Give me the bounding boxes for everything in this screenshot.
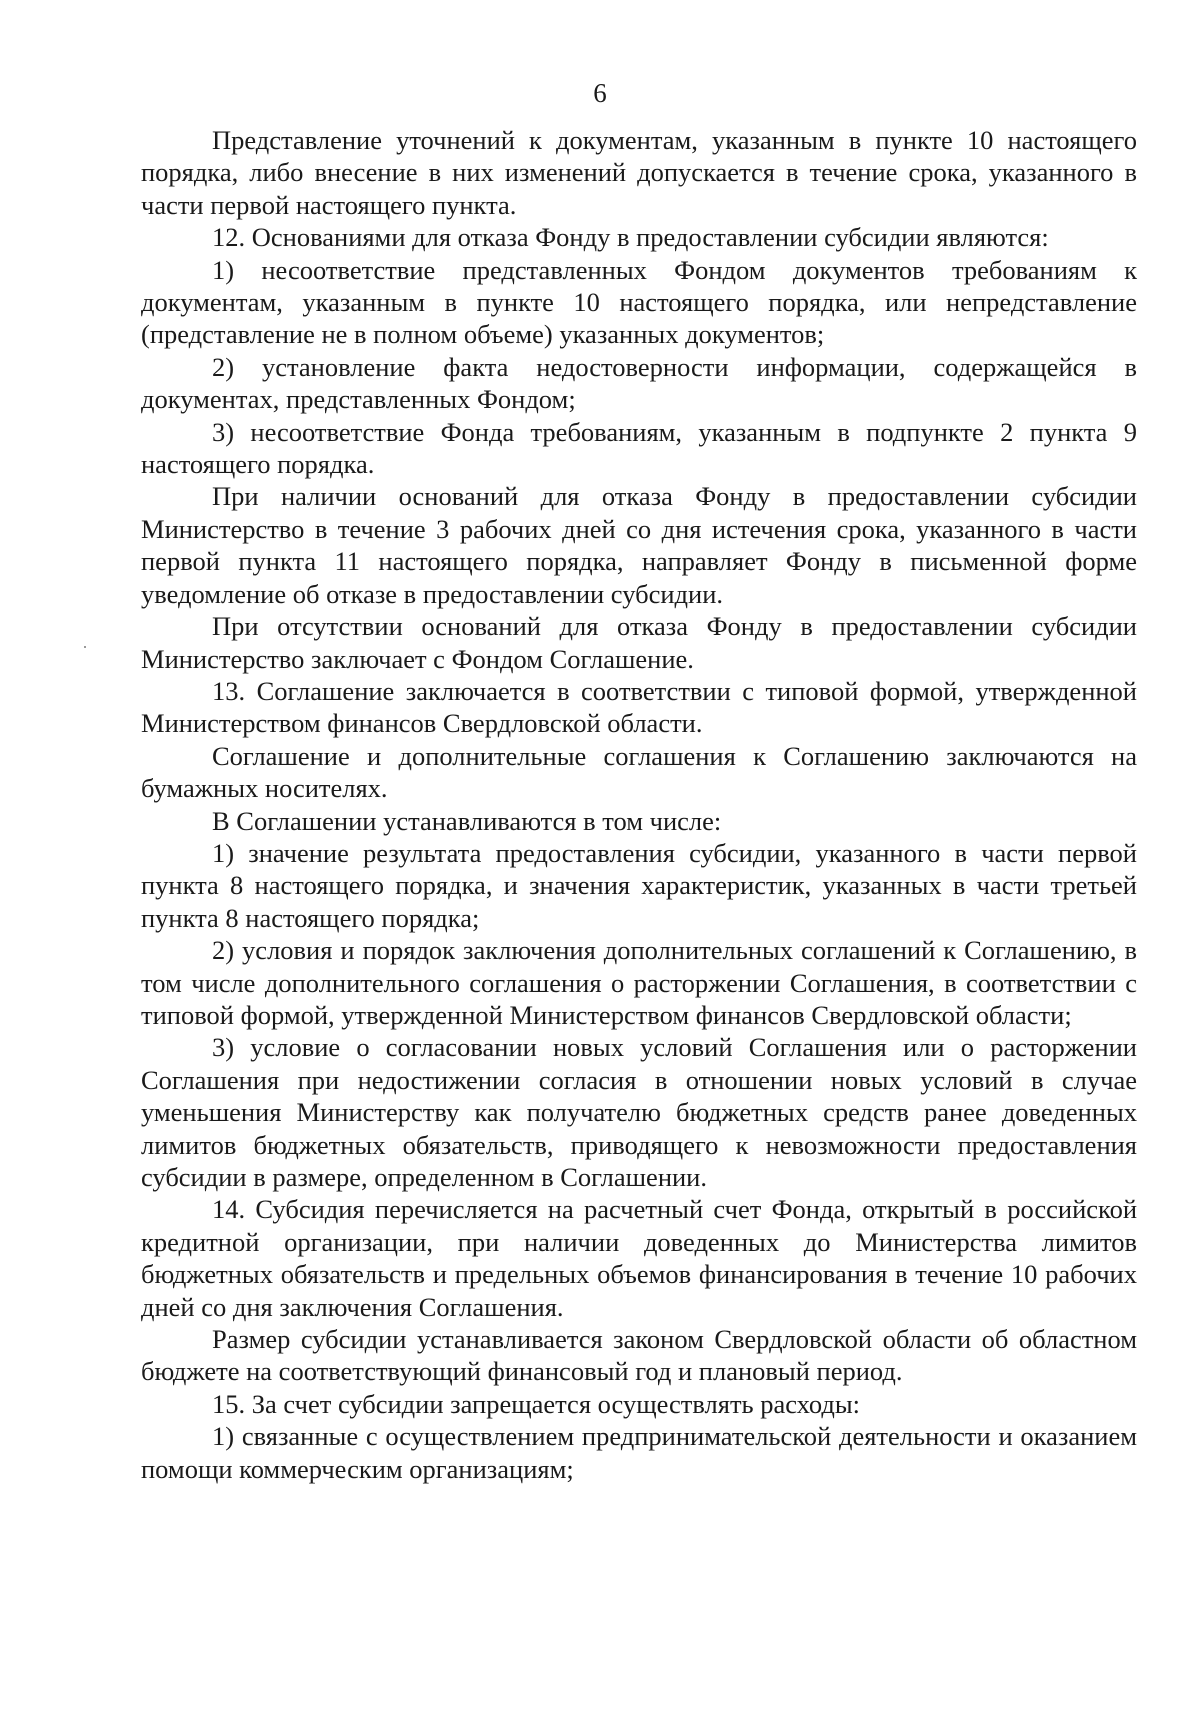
paragraph-subsidy-transfer: 14. Субсидия перечисляется на расчетный счет Фонда, открытый в российской кредитной организации, при наличии доведенных до Министерства лимитов бюджетных обязательств и предельных объемов финансирования в течение 10 рабочих дней со дня заключения Соглашения. <box>141 1194 1137 1322</box>
paragraph-refusal-item-2: 2) установление факта недостоверности информации, содержащейся в документах, представленных Фондом; <box>141 351 1137 415</box>
paragraph-refusal-item-1: 1) несоответствие представленных Фондом документов требованиям к документам, указанным в пункте 10 настоящего порядка, или непредставление (представление не в полном объеме) указанных документов; <box>141 254 1137 350</box>
paragraph-agreement-item-2: 2) условия и порядок заключения дополнительных соглашений к Соглашению, в том числе дополнительного соглашения о расторжении Соглашения, в соответствии с типовой формой, утвержденной Министерством финансов Свердловской области; <box>141 935 1137 1030</box>
paragraph-subsidy-amount: Размер субсидии устанавливается законом Свердловской области об областном бюджете на соответствующий финансовый год и плановый период. <box>141 1324 1137 1387</box>
paragraph-agreement-contents: В Соглашении устанавливаются в том числе: <box>212 805 722 836</box>
paragraph-agreement-item-3: 3) условие о согласовании новых условий Соглашения или о расторжении Соглашения при недостижении согласия в отношении новых условий в случае уменьшения Министерству как получателю бюджетных средств ранее доведенных лимитов бюджетных обязательств, приводящего к невозможности предоставления субсидии в размере, определенном в Соглашении. <box>141 1032 1137 1192</box>
scan-speck <box>84 646 86 648</box>
paragraph-refusal-item-3: 3) несоответствие Фонда требованиям, указанным в подпункте 2 пункта 9 настоящего порядка. <box>141 416 1137 480</box>
document-body <box>141 124 1137 1485</box>
paragraph-agreement-item-1: 1) значение результата предоставления субсидии, указанного в части первой пункта 8 настоящего порядка, и значения характеристик, указанных в части третьей пункта 8 настоящего порядка; <box>141 837 1137 933</box>
paragraph-agreement-form: 13. Соглашение заключается в соответствии с типовой формой, утвержденной Министерством финансов Свердловской области. <box>141 675 1137 739</box>
page-number: 6 <box>593 78 607 108</box>
paragraph-prohibited-expenses: 15. За счет субсидии запрещается осуществлять расходы: <box>212 1388 861 1419</box>
paragraph-clarifications: Представление уточнений к документам, указанным в пункте 10 настоящего порядка, либо внесение в них изменений допускается в течение срока, указанного в части первой настоящего пункта. <box>141 125 1137 220</box>
paragraph-prohibited-item-1: 1) связанные с осуществлением предпринимательской деятельности и оказанием помощи коммерческим организациям; <box>141 1421 1137 1484</box>
paragraph-agreement-paper: Соглашение и дополнительные соглашения к Соглашению заключаются на бумажных носителях. <box>141 740 1137 804</box>
paragraph-agreement-conclusion: При отсутствии оснований для отказа Фонду в предоставлении субсидии Министерство заключает с Фондом Соглашение. <box>141 611 1137 674</box>
paragraph-refusal-grounds: 12. Основаниями для отказа Фонду в предоставлении субсидии являются: <box>212 222 1049 253</box>
paragraph-refusal-notice: При наличии оснований для отказа Фонду в предоставлении субсидии Министерство в течение 3 рабочих дней со дня истечения срока, указанного в части первой пункта 11 настоящего порядка, направляет Фонду в письменной форме уведомление об отказе в предоставлении субсидии. <box>141 481 1137 609</box>
